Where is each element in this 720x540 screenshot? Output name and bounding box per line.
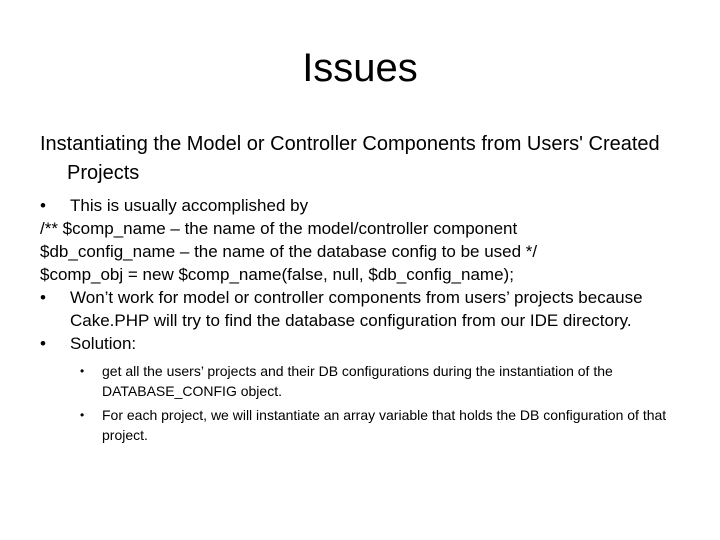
bullet-text: This is usually accomplished by — [70, 196, 309, 215]
bullet-icon: • — [40, 288, 46, 307]
sub-bullet-text: get all the users’ projects and their DB configurations during the instantiation of the DATABASE_CONFIG object. — [102, 363, 613, 399]
bullet-icon: • — [40, 334, 46, 353]
bullet-icon: • — [80, 364, 85, 378]
bullet-icon: • — [40, 196, 46, 215]
sub-bullet-list — [40, 361, 690, 445]
slide-body — [40, 130, 690, 449]
code-line: $comp_obj = new $comp_name(false, null, $db_config_name); — [40, 265, 514, 284]
slide-title: Issues — [302, 46, 418, 90]
bullet-item — [40, 332, 690, 355]
code-line: /** $comp_name – the name of the model/controller component — [40, 219, 518, 238]
sub-bullet-item — [80, 405, 690, 445]
code-line: $db_config_name – the name of the database config to be used */ — [40, 242, 538, 261]
sub-bullet-item — [80, 361, 690, 401]
bullet-item — [40, 194, 690, 217]
bullet-icon: • — [80, 408, 85, 422]
bullet-text: Solution: — [70, 334, 137, 353]
sub-bullet-text: For each project, we will instantiate an array variable that holds the DB configuration of that project. — [102, 407, 667, 443]
section-heading: Instantiating the Model or Controller Components from Users' Created Projects — [40, 133, 660, 184]
bullet-text: Won’t work for model or controller components from users’ projects because Cake.PHP will try to find the database configuration from our IDE directory. — [70, 288, 643, 330]
bullet-item — [40, 286, 690, 332]
